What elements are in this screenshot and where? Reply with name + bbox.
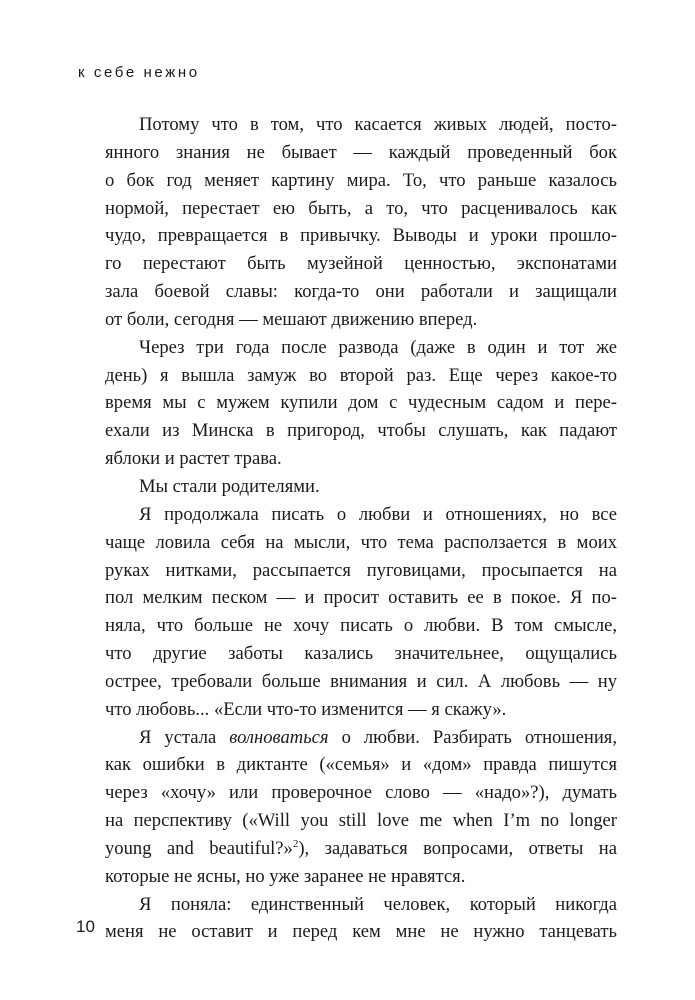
text-line: день) я вышла замуж во второй раз. Еще через какое-то	[105, 364, 617, 386]
text-line: го перестают быть музейной ценностью, экспонатами	[105, 253, 617, 275]
text-line: нормой, перестает ею быть, а то, что расценивалось как	[105, 197, 617, 219]
text-line: пол мелким песком — и просит оставить ее в покое. Я по-	[105, 587, 617, 609]
text-line: Потому что в том, что касается живых людей, посто-	[139, 114, 617, 135]
paragraph	[105, 724, 617, 891]
text-line: Через три года после развода (даже в один и тот же	[139, 336, 617, 358]
text-line: Мы стали родителями.	[139, 475, 320, 497]
text-line: от боли, сегодня — мешают движению вперед.	[105, 308, 478, 330]
text-line: меня не оставит и перед кем мне не нужно танцевать	[105, 921, 617, 943]
text-line: чудо, превращается в привычку. Выводы и уроки прошло-	[105, 225, 617, 247]
text-line: руках нитками, рассыпается пуговицами, просыпается на	[105, 559, 617, 581]
text-line: через «хочу» или проверочное слово — «надо»?), думать	[105, 782, 617, 804]
text-line: о бок год меняет картину мира. То, что раньше казалось	[105, 169, 617, 191]
text-line: как ошибки в диктанте («семья» и «дом» правда пишутся	[105, 754, 617, 776]
text-line: ехали из Минска в пригород, чтобы слушать, как падают	[105, 420, 617, 442]
footnote-marker[interactable]: 2	[292, 837, 299, 850]
text-line: чаще ловила себя на мысли, что тема расползается в моих	[105, 531, 617, 553]
text-run: о любви. Разбирать отношения,	[328, 726, 617, 748]
text-line: яблоки и растет трава.	[105, 448, 282, 470]
emphasis: волноваться	[229, 726, 329, 748]
paragraph	[105, 473, 617, 501]
text-line: янного знания не бывает — каждый проведенный бок	[105, 141, 617, 163]
text-line: острее, требовали больше внимания и сил. А любовь — ну	[105, 670, 617, 692]
paragraph	[105, 891, 617, 947]
text-run: ), задаваться вопросами, ответы на	[298, 837, 617, 859]
text-line	[105, 724, 617, 752]
text-run: Я устала	[139, 726, 230, 748]
text-line: Я поняла: единственный человек, который никогда	[139, 893, 617, 915]
text-line: время мы с мужем купили дом с чудесным садом и пере-	[105, 392, 617, 414]
body-text	[105, 111, 617, 946]
text-line: зала боевой славы: когда-то они работали и защищали	[105, 281, 617, 303]
text-line: на перспективу («Will you still love me when I’m no longer	[105, 810, 617, 832]
text-line: что другие заботы казались значительнее, ощущались	[105, 643, 617, 665]
text-line	[105, 835, 617, 863]
paragraph	[105, 501, 617, 724]
text-run: young and beautiful?»	[105, 837, 293, 859]
paragraph	[105, 334, 617, 473]
text-line: которые не ясны, но уже заранее не нравятся.	[105, 865, 466, 887]
text-line: что любовь... «Если что-то изменится — я скажу».	[105, 698, 507, 720]
text-line: Я продолжала писать о любви и отношениях, но все	[139, 503, 617, 525]
paragraph	[105, 111, 617, 334]
text-line: няла, что больше не хочу писать о любви. В том смысле,	[105, 615, 617, 637]
page-number: 10	[76, 917, 95, 936]
running-head: к себе нежно	[78, 64, 200, 81]
